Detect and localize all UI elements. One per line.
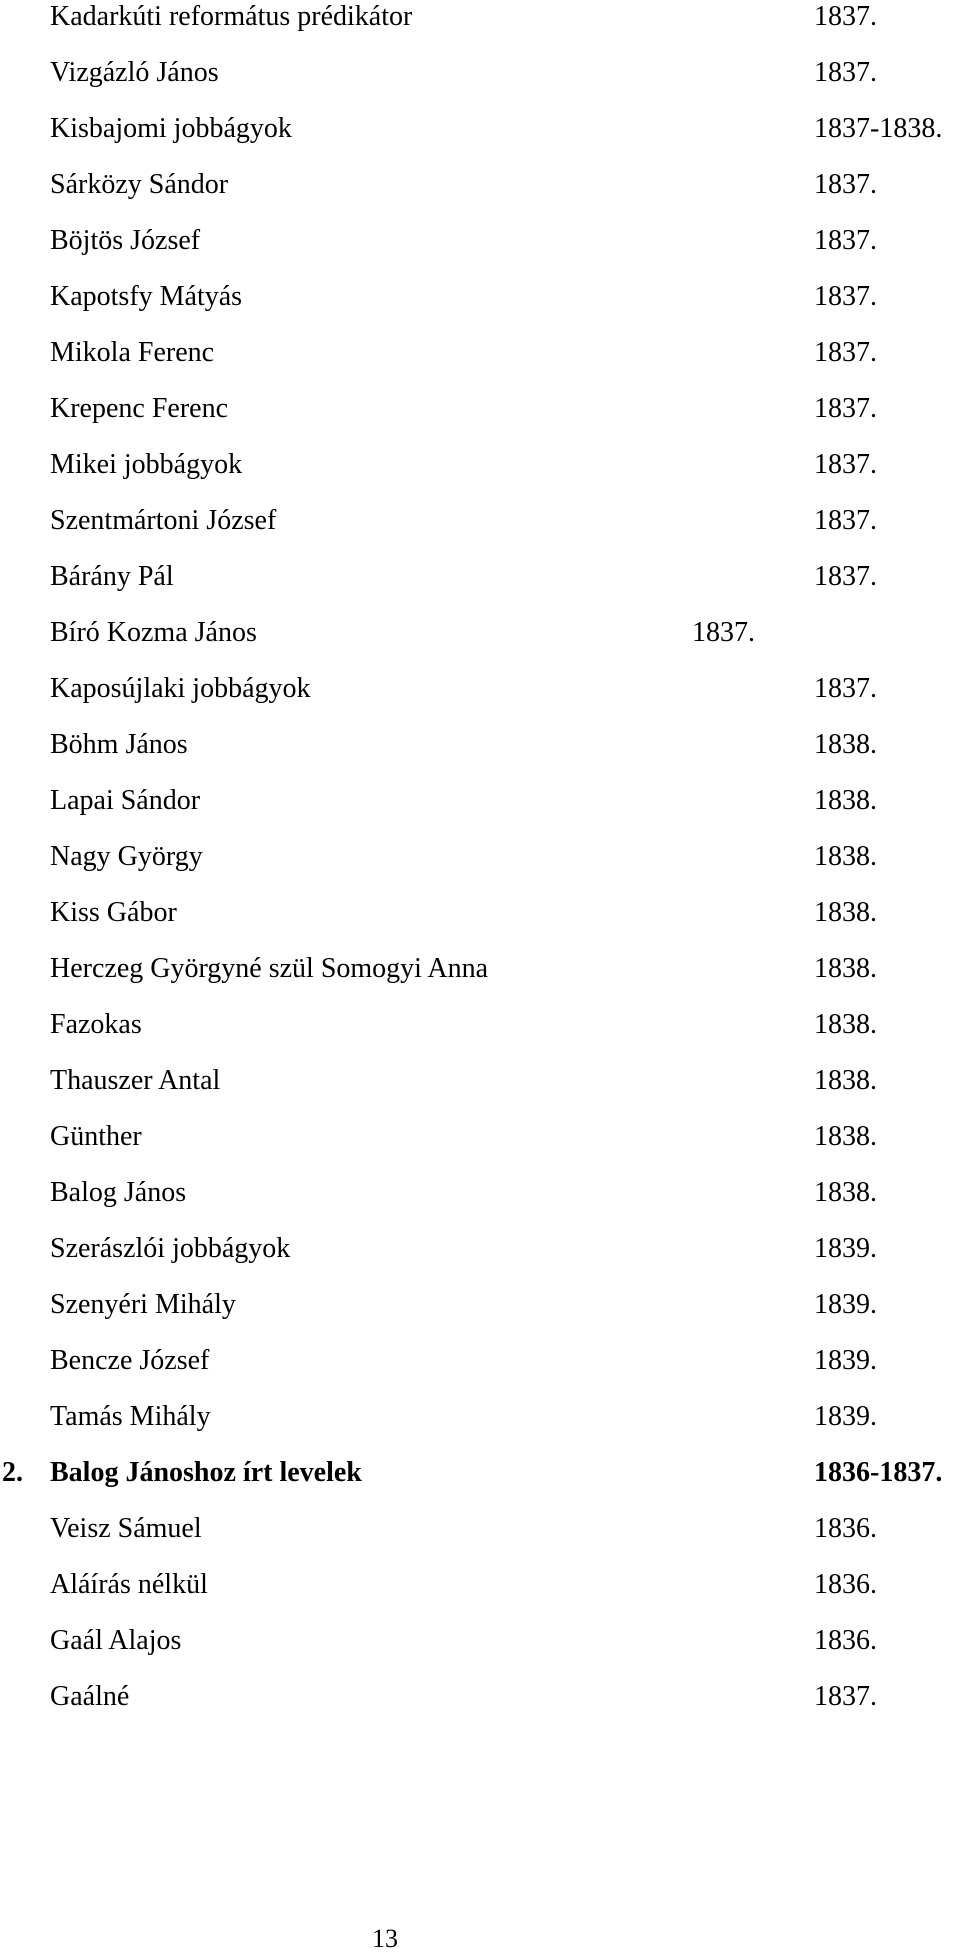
entry-year: 1838. [814,953,877,984]
entry-name: Günther [50,1121,142,1152]
entry-name: Fazokas [50,1009,142,1040]
entry-year: 1838. [814,1177,877,1208]
list-item [0,728,960,772]
entry-name: Gaálné [50,1681,130,1712]
entry-year: 1838. [814,1121,877,1152]
entry-name: Kadarkúti református prédikátor [50,1,413,32]
entry-year: 1837. [814,337,877,368]
entry-name: Kapotsfy Mátyás [50,281,243,312]
list-item [0,504,960,548]
entry-name: Bencze József [50,1345,210,1376]
entry-year: 1837. [814,393,877,424]
entry-year: 1837. [814,673,877,704]
entry-year: 1838. [814,841,877,872]
entry-year: 1839. [814,1345,877,1376]
section-heading [0,1456,960,1500]
list-item [0,1680,960,1724]
entry-year: 1838. [814,729,877,760]
entry-year: 1837-1838. [814,113,943,144]
list-item [0,1568,960,1612]
list-item [0,1120,960,1164]
entry-name: Lapai Sándor [50,785,201,816]
section-number: 2. [2,1457,23,1488]
entry-year: 1837. [814,1681,877,1712]
section-title: Balog Jánoshoz írt levelek [50,1457,362,1488]
list-item [0,952,960,996]
entry-year: 1837. [814,505,877,536]
entry-year: 1837. [814,281,877,312]
entry-name: Nagy György [50,841,203,872]
entry-year: 1837. [814,169,877,200]
list-item [0,448,960,492]
entry-name: Kiss Gábor [50,897,177,928]
entry-year: 1836. [814,1569,877,1600]
list-item [0,672,960,716]
list-item [0,1288,960,1332]
entry-year: 1838. [814,785,877,816]
entry-name: Balog János [50,1177,187,1208]
list-item [0,336,960,380]
entry-year: 1837. [814,57,877,88]
list-item [0,1624,960,1668]
entry-name: Böjtös József [50,225,201,256]
entry-name: Böhm János [50,729,188,760]
list-item [0,1064,960,1108]
list-item [0,1400,960,1444]
entry-name: Kisbajomi jobbágyok [50,113,292,144]
entry-name: Sárközy Sándor [50,169,229,200]
entry-name: Kaposújlaki jobbágyok [50,673,311,704]
list-item [0,1008,960,1052]
entry-year: 1839. [814,1233,877,1264]
entry-year: 1836. [814,1513,877,1544]
entry-name: Mikei jobbágyok [50,449,243,480]
entry-name: Szerászlói jobbágyok [50,1233,291,1264]
list-item [0,168,960,212]
entry-name: Vizgázló János [50,57,219,88]
entry-name: Szenyéri Mihály [50,1289,236,1320]
entry-year: 1837. [814,1,877,32]
list-item [0,280,960,324]
list-item [0,0,960,44]
list-item [0,784,960,828]
entry-name: Mikola Ferenc [50,337,215,368]
list-item [0,896,960,940]
list-item [0,1344,960,1388]
entry-name: Bárány Pál [50,561,174,592]
list-item [0,224,960,268]
entry-year: 1838. [814,1065,877,1096]
list-item [0,1512,960,1556]
entry-year: 1836. [814,1625,877,1656]
entry-year: 1838. [814,897,877,928]
entry-year: 1839. [814,1289,877,1320]
list-item [0,616,960,660]
entry-name: Tamás Mihály [50,1401,211,1432]
list-item [0,392,960,436]
entry-name: Krepenc Ferenc [50,393,229,424]
entry-year: 1839. [814,1401,877,1432]
list-item [0,112,960,156]
list-item [0,1232,960,1276]
entry-name: Szentmártoni József [50,505,277,536]
entry-name: Bíró Kozma János [50,617,257,648]
entry-year: 1837. [814,449,877,480]
section-year: 1836-1837. [814,1457,943,1488]
entry-year: 1837. [814,225,877,256]
entry-name: Gaál Alajos [50,1625,182,1656]
list-item [0,560,960,604]
entry-year: 1837. [692,617,755,648]
page-number: 13 [372,1924,398,1953]
entry-name: Herczeg Györgyné szül Somogyi Anna [50,953,489,984]
entry-name: Thauszer Antal [50,1065,221,1096]
entry-year: 1838. [814,1009,877,1040]
list-item [0,1176,960,1220]
list-item [0,840,960,884]
entry-name: Aláírás nélkül [50,1569,208,1600]
entry-year: 1837. [814,561,877,592]
entry-name: Veisz Sámuel [50,1513,202,1544]
list-item [0,56,960,100]
